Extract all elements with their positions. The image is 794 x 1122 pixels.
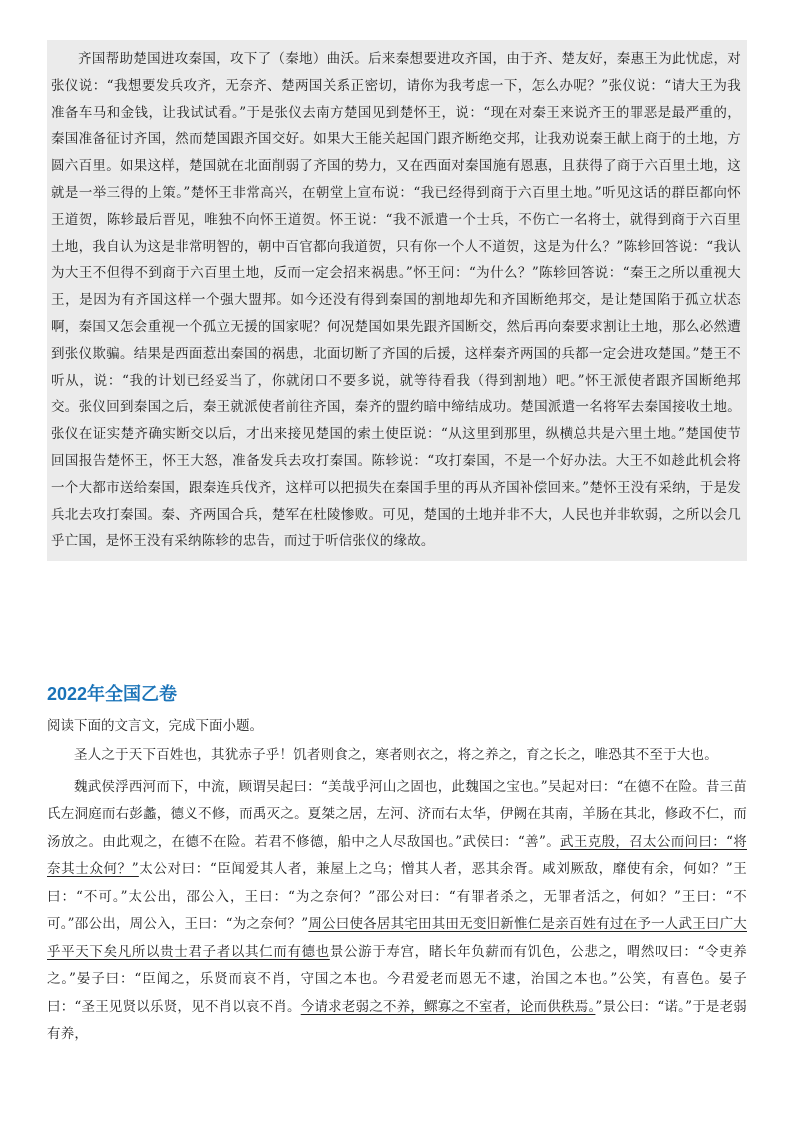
paragraph-segment: 景公游于寿宫，睹长年负薪而有饥色，公悲之，喟然叹曰：“令吏养之。”晏子曰：“臣闻之，乐贤而哀不肖，守国之本也。今君爱老而恩无不逮，治国之本也。”公笑，有喜色。晏子曰：“圣王见贤以乐贤，见不肖以哀不肖。 bbox=[47, 943, 748, 1015]
classical-text bbox=[47, 742, 747, 1049]
paragraph-segment: ”景公曰：“诺。”于是老弱有养， bbox=[47, 998, 747, 1042]
text-paragraph-1: 圣人之于天下百姓也，其犹赤子乎！饥者则食之，寒者则衣之，将之养之，育之长之，唯恐其不至于大也。 bbox=[74, 747, 718, 763]
section-heading: 2022年全国乙卷 bbox=[47, 684, 178, 704]
translation-passage-box bbox=[47, 40, 747, 561]
text-paragraph-2 bbox=[47, 774, 747, 1049]
underlined-sentence-2: 周公曰使各居其宅田其田无变旧新惟仁是亲百姓有过在予一人武王曰广大乎平天下矣凡所以贵士君子者以其仁而有德也 bbox=[47, 916, 747, 960]
paragraph-segment: 太公对曰：“臣闻爱其人者，兼屋上之乌；憎其人者，恶其余胥。咸刘厥敌，靡使有余，何如？”王曰：“不可。”太公出，邵公入，王曰：“为之奈何？”邵公对曰：“有罪者杀之，无罪者活之，何如？”王曰：“不可。”邵公出，周公入，王曰：“为之奈何？” bbox=[47, 861, 747, 932]
translation-paragraph: 齐国帮助楚国进攻秦国，攻下了（秦地）曲沃。后来秦想要进攻齐国，由于齐、楚友好，秦惠王为此忧虑，对张仪说：“我想要发兵攻齐，无奈齐、楚两国关系正密切，请你为我考虑一下，怎么办呢？”张仪说：“请大王为我准备车马和金钱，让我试试看。”于是张仪去南方楚国见到楚怀王，说：“现在对秦王来说齐王的罪恶是最严重的，秦国准备征讨齐国，然而楚国跟齐国交好。如果大王能关起国门跟齐断绝交邦，让我劝说秦王献上商于的土地，方圆六百里。如果这样，楚国就在北面削弱了齐国的势力，又在西面对秦国施有恩惠，且获得了商于六百里土地，这就是一举三得的上策。”楚怀王非常高兴，在朝堂上宣布说：“我已经得到商于六百里土地。”听见这话的群臣都向怀王道贺，陈轸最后晋见，唯独不向怀王道贺。怀王说：“我不派遣一个士兵，不伤亡一名将士，就得到商于六百里土地，我自认为这是非常明智的，朝中百官都向我道贺，只有你一个人不道贺，这是为什么？”陈轸回答说：“我认为大王不但得不到商于六百里土地，反而一定会招来祸患。”怀王问：“为什么？”陈轸回答说：“秦王之所以重视大王，是因为有齐国这样一个强大盟邦。如今还没有得到秦国的割地却先和齐国断绝邦交，是让楚国陷于孤立状态啊，秦国又怎会重视一个孤立无援的国家呢？何况楚国如果先跟齐国断交，然后再向秦要求割让土地，那么必然遭到张仪欺骗。结果是西面惹出秦国的祸患，北面切断了齐国的后援，这样秦齐两国的兵都一定会进攻楚国。”楚王不听从，说：“我的计划已经妥当了，你就闭口不要多说，就等待看我（得到割地）吧。”怀王派使者跟齐国断绝邦交。张仪回到秦国之后，秦王就派使者前往齐国，秦齐的盟约暗中缔结成功。楚国派遣一名将军去秦国接收土地。张仪在证实楚齐确实断交以后，才出来接见楚国的索土使臣说：“从这里到那里，纵横总共是六里土地。”楚国使节回国报告楚怀王，怀王大怒，准备发兵去攻打秦国。陈轸说：“攻打秦国，不是一个好办法。大王不如趁此机会将一个大都市送给秦国，跟秦连兵伐齐，这样可以把损失在秦国手里的再从齐国补偿回来。”楚怀王没有采纳，于是发兵北去攻打秦国。秦、齐两国合兵，楚军在杜陵惨败。可见，楚国的土地并非不大，人民也并非软弱，之所以会几乎亡国，是怀王没有采纳陈轸的忠告，而过于听信张仪的缘故。 bbox=[51, 51, 741, 550]
section-instruction: 阅读下面的文言文，完成下面小题。 bbox=[47, 718, 263, 734]
underlined-sentence-1: 武王克殷，召太公而问曰：“将奈其士众何？” bbox=[47, 833, 747, 877]
underlined-sentence-3: 今请求老弱之不养，鳏寡之不室者，论而供秩焉。 bbox=[300, 998, 596, 1015]
paragraph-segment: 魏武侯浮西河而下，中流，顾谓吴起曰：“美哉乎河山之固也，此魏国之宝也。”吴起对曰：“在德不在险。昔三苗氏左洞庭而右彭蠡，德义不修，而禹灭之。夏桀之居，左河、济而右太华，伊阙在其南，羊肠在其北，修政不仁，而汤放之。由此观之，在德不在险。若君不修德，船中之人尽敌国也。”武侯曰：“善”。 bbox=[47, 778, 747, 850]
